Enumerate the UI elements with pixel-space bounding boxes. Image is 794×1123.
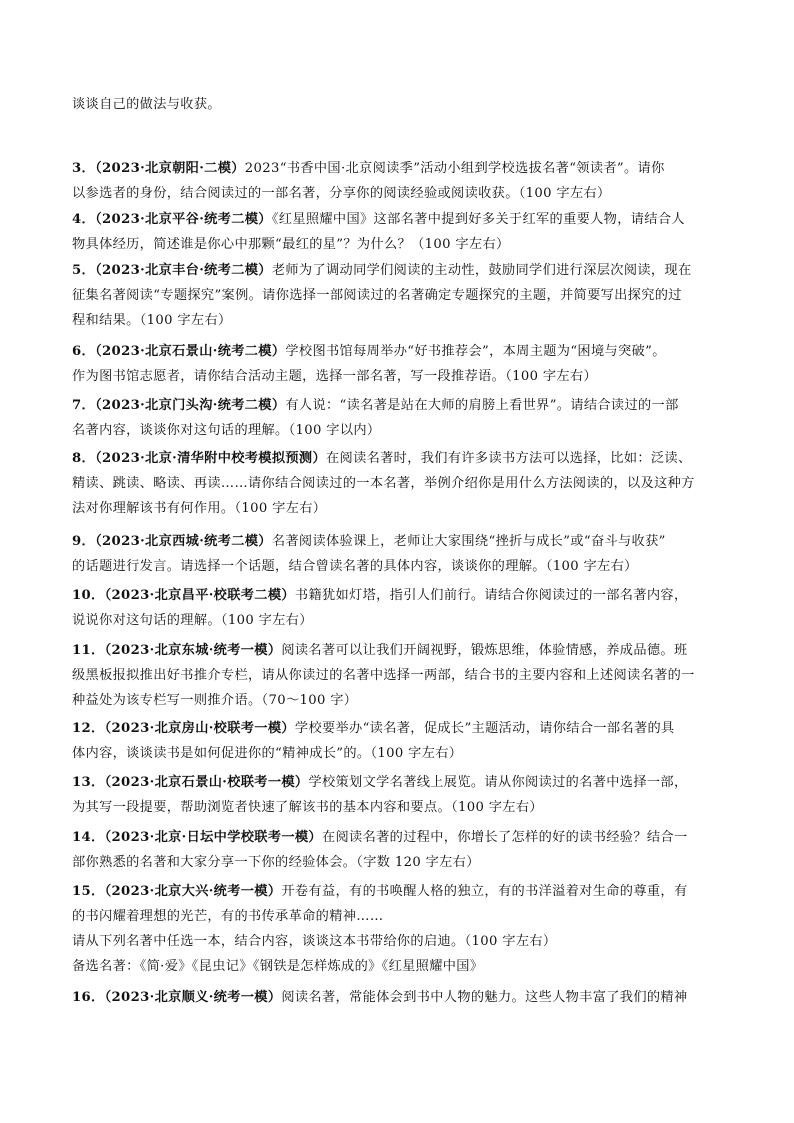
question-3-line bbox=[72, 160, 732, 178]
question-source: （2023·北京顺义·统考一模） bbox=[104, 990, 282, 1005]
question-number: 14． bbox=[72, 830, 105, 845]
question-text: 学校图书馆每周举办“好书推荐会”，本周主题为“困境与突破”。 bbox=[285, 344, 666, 359]
question-number: 12． bbox=[72, 721, 105, 736]
question-number: 3． bbox=[72, 161, 96, 176]
question-text: 在阅读名著的过程中，你增长了怎样的好的读书经验？结合一 bbox=[321, 830, 688, 845]
question-text: 在阅读名著时，我们有许多读书方法可以选择，比如：泛读、 bbox=[326, 451, 692, 466]
question-15-line: 备选名著：《简·爱》《昆虫记》《钢铁是怎样炼成的》《红星照耀中国》 bbox=[72, 959, 484, 974]
question-8-line: 法对你理解该书有何作用。（100 字左右） bbox=[72, 501, 327, 516]
question-source: （2023·北京西城·统考二模） bbox=[95, 534, 272, 549]
question-number: 8． bbox=[72, 451, 96, 466]
question-text: 学校要举办“读名著，促成长”主题活动，请你结合一部名著的具 bbox=[294, 721, 675, 736]
question-source: （2023·北京门头沟·统考二模） bbox=[95, 398, 286, 413]
question-text: 开卷有益，有的书唤醒人格的独立，有的书洋溢着对生命的尊重，有 bbox=[281, 884, 688, 899]
question-text: 名著阅读体验课上，老师让大家围绕“挫折与成长”或“奋斗与收获” bbox=[271, 534, 666, 549]
question-12-line: 体内容，谈谈读书是如何促进你的“精神成长”的。（100 字左右） bbox=[72, 746, 463, 761]
question-number: 5． bbox=[72, 263, 96, 278]
question-13-line bbox=[72, 774, 732, 792]
question-text: 学校策划文学名著线上展览。请从你阅读过的名著中选择一部， bbox=[308, 775, 688, 790]
question-14-line: 部你熟悉的名著和大家分享一下你的经验体会。（字数 120 字左右） bbox=[72, 855, 480, 870]
question-4-line bbox=[72, 211, 732, 229]
question-16-line bbox=[72, 989, 732, 1007]
question-10-line: 说说你对这句话的理解。（100 字左右） bbox=[72, 613, 313, 628]
question-6-line bbox=[72, 343, 732, 361]
question-14-line bbox=[72, 829, 732, 847]
question-number: 13． bbox=[72, 775, 105, 790]
question-text: 老师为了调动同学们阅读的主动性，鼓励同学们进行深层次阅读，现在 bbox=[271, 263, 692, 278]
question-source: （2023·北京·日坛中学校联考一模） bbox=[104, 830, 322, 845]
question-source: （2023·北京朝阳·二模） bbox=[95, 161, 245, 176]
question-4-line: 物具体经历，简述谁是你心中那颗“最红的星”？为什么？（100 字左右） bbox=[72, 237, 510, 252]
question-number: 15． bbox=[72, 884, 105, 899]
question-number: 9． bbox=[72, 534, 96, 549]
question-15-line bbox=[72, 883, 732, 901]
question-3-line: 以参选者的身份，结合阅读过的一部名著，分享你的阅读经验或阅读收获。（100 字左右） bbox=[72, 186, 611, 201]
question-source: （2023·北京东城·统考一模） bbox=[104, 643, 282, 658]
question-8-line: 精读、跳读、略读、再读……请你结合阅读过的一本名著，举例介绍你是用什么方法阅读的，以及这种方 bbox=[72, 476, 695, 491]
question-number: 11． bbox=[72, 643, 105, 658]
question-7-line: 名著内容，谈谈你对这句话的理解。（100 字以内） bbox=[72, 423, 381, 438]
question-9-line bbox=[72, 533, 732, 551]
question-text: 有人说：“读名著是站在大师的肩膀上看世界”。请结合读过的一部 bbox=[285, 398, 679, 413]
question-source: （2023·北京·清华附中校考模拟预测） bbox=[95, 451, 326, 466]
question-source: （2023·北京石景山·校联考一模） bbox=[104, 775, 309, 790]
question-8-line bbox=[72, 450, 732, 468]
question-text: 2023“书香中国·北京阅读季”活动小组到学校选拔名著“领读者”。请你 bbox=[244, 161, 665, 176]
question-15-line: 的书闪耀着理想的光芒，有的书传承革命的精神…… bbox=[72, 909, 384, 924]
question-5-line: 征集名著阅读“专题探究”案例。请你选择一部阅读过的名著确定专题探究的主题，并简要写出探究的过 bbox=[72, 288, 682, 303]
question-text: 书籍犹如灯塔，指引人们前行。请结合你阅读过的一部名著内容， bbox=[294, 588, 688, 603]
question-number: 10． bbox=[72, 588, 105, 603]
question-source: （2023·北京大兴·统考一模） bbox=[104, 884, 282, 899]
question-number: 7． bbox=[72, 398, 96, 413]
question-source: （2023·北京丰台·统考二模） bbox=[95, 263, 272, 278]
question-text: 《红星照耀中国》这部名著中提到好多关于红军的重要人物，请结合人 bbox=[271, 212, 685, 227]
question-source: （2023·北京昌平·校联考二模） bbox=[104, 588, 295, 603]
question-9-line: 的话题进行发言。请选择一个话题，结合曾读名著的具体内容，谈谈你的理解。（100 字左右） bbox=[72, 559, 638, 574]
question-5-line: 程和结果。（100 字左右） bbox=[72, 313, 232, 328]
question-text: 阅读名著，常能体会到书中人物的魅力。这些人物丰富了我们的精神 bbox=[281, 990, 688, 1005]
question-number: 4． bbox=[72, 212, 96, 227]
question-5-line bbox=[72, 262, 732, 280]
question-11-line bbox=[72, 642, 732, 660]
question-13-line: 为其写一段提要，帮助浏览者快速了解该书的基本内容和要点。（100 字左右） bbox=[72, 800, 543, 815]
question-source: （2023·北京石景山·统考二模） bbox=[95, 344, 286, 359]
question-7-line bbox=[72, 397, 732, 415]
question-6-line: 作为图书馆志愿者，请你结合活动主题，选择一部名著，写一段推荐语。（100 字左右） bbox=[72, 369, 598, 384]
intro-line: 谈谈自己的做法与收获。 bbox=[72, 97, 221, 112]
question-text: 阅读名著可以让我们开阔视野，锻炼思维，体验情感，养成品德。班 bbox=[281, 643, 688, 658]
question-11-line: 级黑板报拟推出好书推介专栏，请从你读过的名著中选择一两部，结合书的主要内容和上述阅读名著的一 bbox=[72, 668, 695, 683]
question-number: 6． bbox=[72, 344, 96, 359]
question-number: 16． bbox=[72, 990, 105, 1005]
question-11-line: 种益处为该专栏写一则推介语。（70～100 字） bbox=[72, 693, 358, 708]
question-10-line bbox=[72, 587, 732, 605]
question-12-line bbox=[72, 720, 732, 738]
question-source: （2023·北京房山·校联考一模） bbox=[104, 721, 295, 736]
question-source: （2023·北京平谷·统考二模） bbox=[95, 212, 272, 227]
question-15-line: 请从下列名著中任选一本，结合内容，谈谈这本书带给你的启迪。（100 字左右） bbox=[72, 934, 557, 949]
